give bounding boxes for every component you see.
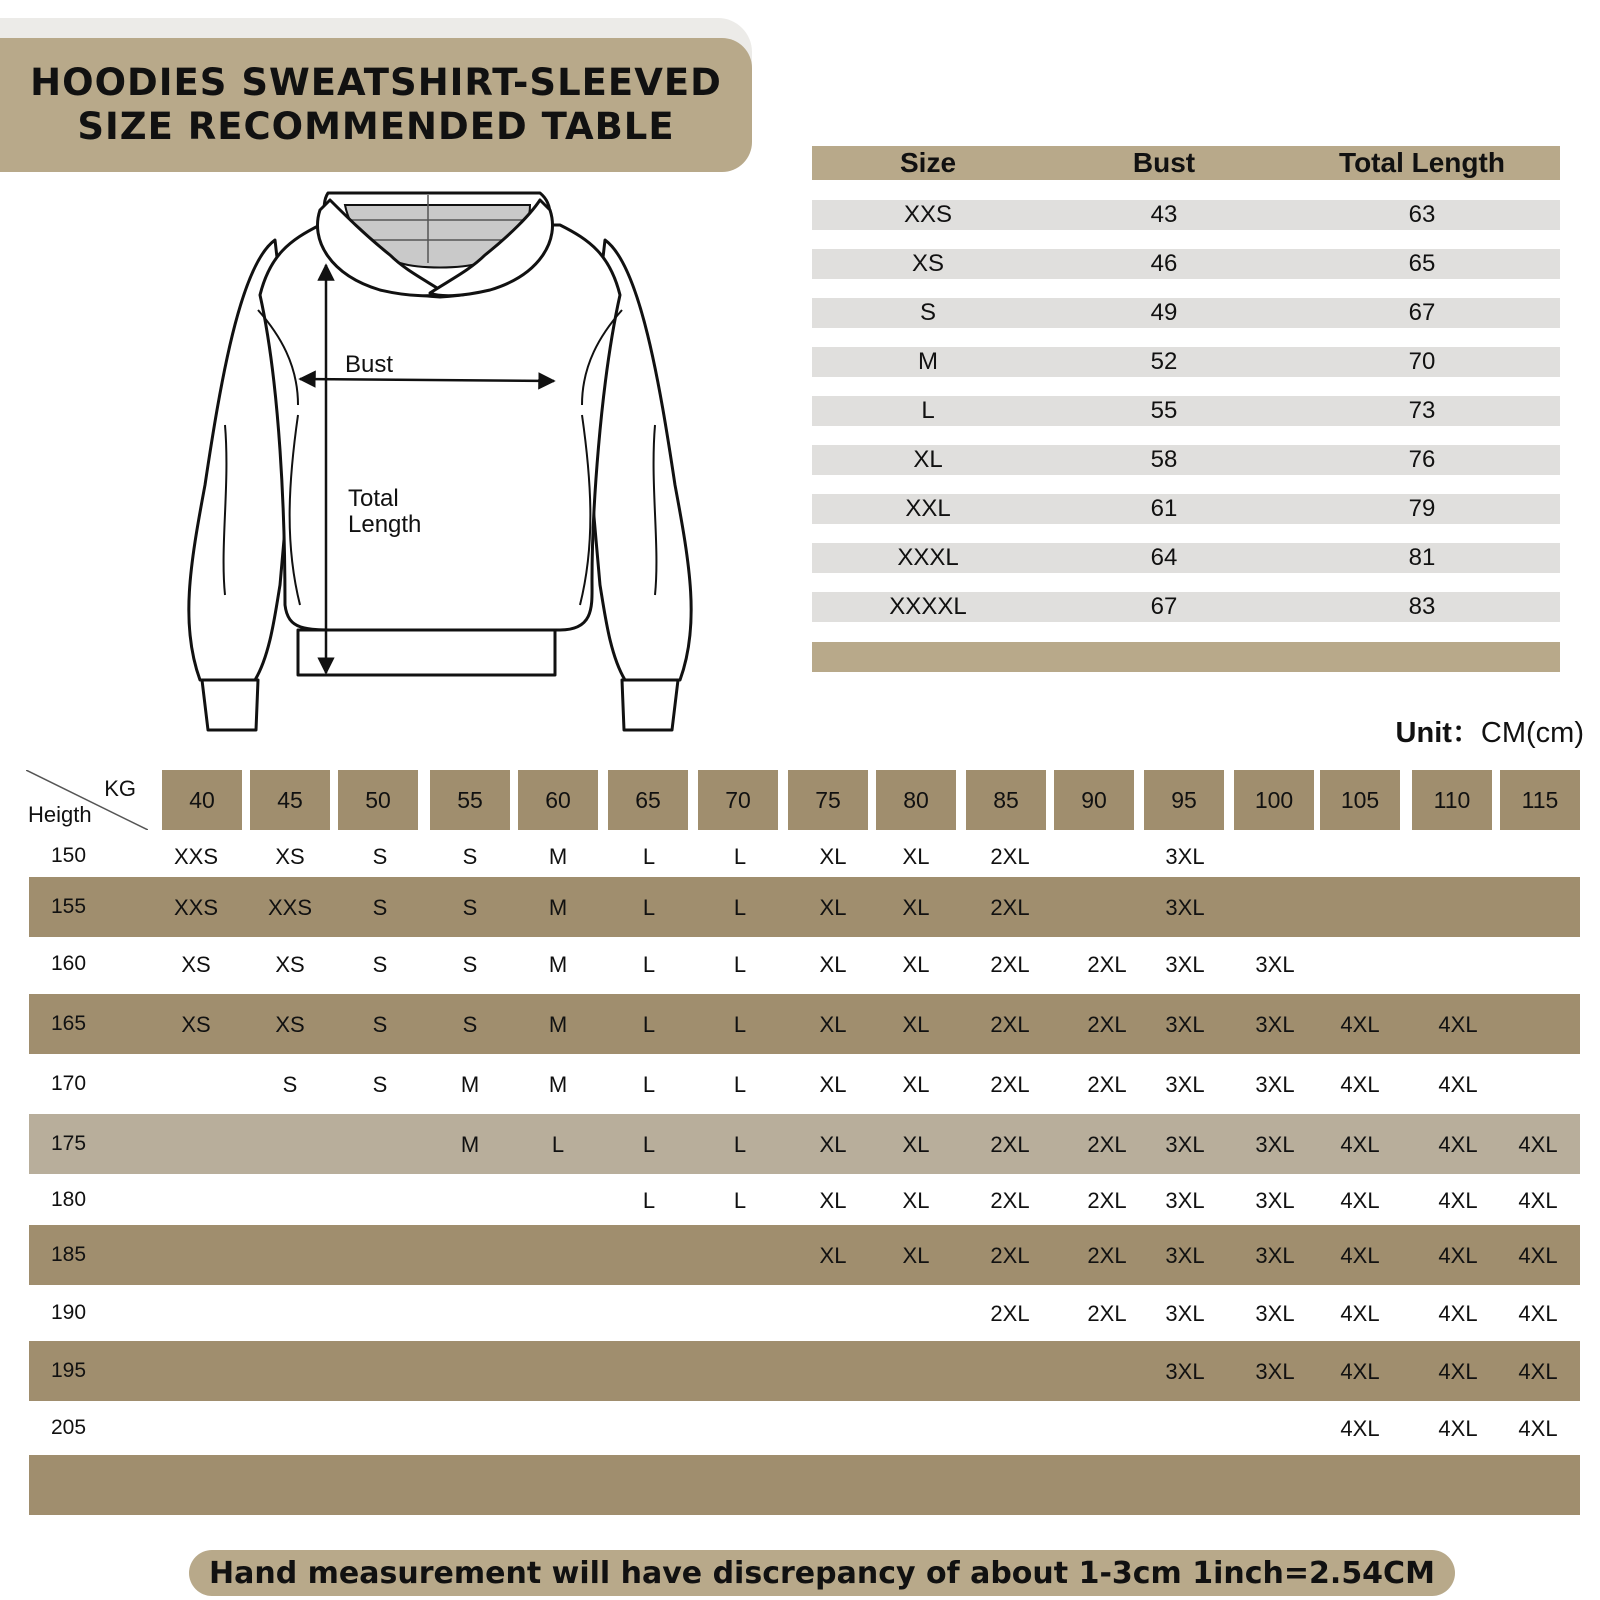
title-line-2: SIZE RECOMMENDED TABLE [77, 105, 675, 148]
size-cell: XL [902, 1012, 930, 1037]
size-cell: 2XL [990, 844, 1030, 869]
size-cell: 2XL [990, 952, 1030, 977]
bust-cell: 61 [1150, 495, 1178, 522]
height-cell: 195 [51, 1359, 87, 1382]
size-cell: 4XL [1438, 1072, 1478, 1097]
size-cell: L [733, 844, 747, 869]
size-cell: XXL [905, 495, 951, 522]
length-cell: 65 [1408, 250, 1436, 277]
size-cell: 2XL [1087, 1188, 1127, 1213]
matrix-footer-band [29, 1455, 1580, 1515]
size-cell: XL [819, 1132, 847, 1157]
table-row [29, 1283, 1580, 1343]
size-cell: 3XL [1165, 1132, 1205, 1157]
size-cell: 2XL [990, 1072, 1030, 1097]
size-cell: 2XL [1087, 1243, 1127, 1268]
weight-header-cell: 50 [338, 770, 418, 830]
table-row [812, 347, 1560, 377]
size-cell: 2XL [1087, 952, 1127, 977]
kg-header: KG [104, 776, 136, 801]
size-cell: 2XL [990, 1188, 1030, 1213]
table-row [29, 934, 1580, 994]
table-row [812, 298, 1560, 328]
size-cell: XL [902, 1188, 930, 1213]
size-cell: M [548, 895, 568, 920]
header-size: Size [899, 147, 957, 178]
size-cell: 4XL [1518, 1415, 1558, 1441]
size-cell: S [372, 895, 388, 920]
size-table-header [812, 146, 1560, 180]
table-row [812, 592, 1560, 622]
size-cell: S [462, 1012, 478, 1037]
weight-header-cell: 90 [1054, 770, 1134, 830]
bust-cell: 43 [1150, 201, 1178, 228]
size-cell: XXXXL [889, 593, 967, 620]
total-length-label-2: Length [348, 511, 422, 538]
measurement-note: Hand measurement will have discrepancy of about 1-3cm 1inch=2.54CM [189, 1550, 1455, 1596]
size-cell: 3XL [1165, 1243, 1205, 1268]
weight-header-cell: 115 [1500, 770, 1580, 830]
table-row [812, 543, 1560, 573]
size-cell: XL [819, 844, 847, 869]
size-cell: 2XL [1087, 1012, 1127, 1037]
size-cell: 4XL [1340, 1243, 1380, 1268]
size-cell: XXS [267, 895, 313, 920]
table-row [29, 1054, 1580, 1114]
size-cell: S [282, 1072, 298, 1097]
size-cell: 3XL [1165, 952, 1205, 977]
weight-header-cell: 60 [518, 770, 598, 830]
unit-label [1396, 710, 1584, 751]
size-cell: 4XL [1340, 1072, 1380, 1097]
size-cell: XL [913, 446, 943, 473]
length-cell: 83 [1408, 593, 1436, 620]
size-cell: XS [275, 844, 305, 869]
matrix-corner [26, 770, 148, 830]
size-cell: 4XL [1340, 1188, 1380, 1213]
table-row [29, 877, 1580, 937]
weight-header-cell: 45 [250, 770, 330, 830]
size-cell: 3XL [1165, 1012, 1205, 1037]
size-cell: XL [819, 1243, 847, 1268]
size-cell: S [919, 299, 936, 326]
size-cell: 3XL [1255, 1132, 1295, 1157]
height-cell: 160 [51, 952, 87, 975]
size-cell: 2XL [990, 895, 1030, 920]
unit-prefix: Unit： [1395, 717, 1481, 749]
size-cell: M [548, 952, 568, 977]
size-cell: L [642, 1132, 656, 1157]
size-cell: 3XL [1255, 1301, 1295, 1326]
size-cell: XXXL [897, 544, 959, 571]
size-cell: 3XL [1255, 1359, 1295, 1384]
length-cell: 76 [1408, 446, 1436, 473]
size-cell: L [733, 1132, 747, 1157]
height-cell: 185 [51, 1243, 87, 1266]
size-cell: L [733, 1012, 747, 1037]
size-cell: XL [902, 844, 930, 869]
size-cell: 4XL [1518, 1243, 1558, 1268]
table-row [29, 1175, 1580, 1225]
height-cell: 175 [51, 1132, 87, 1155]
weight-header-cell: 40 [162, 770, 242, 830]
size-cell: 4XL [1518, 1188, 1558, 1213]
size-cell: XL [902, 1072, 930, 1097]
size-cell: XL [819, 895, 847, 920]
size-cell: 4XL [1340, 1012, 1380, 1037]
size-cell: 2XL [990, 1012, 1030, 1037]
size-cell: 3XL [1255, 952, 1295, 977]
size-cell: 2XL [990, 1132, 1030, 1157]
size-cell: XS [275, 952, 305, 977]
bust-cell: 55 [1150, 397, 1178, 424]
size-table-footer [812, 642, 1560, 672]
hoodie-icon [180, 185, 700, 745]
size-cell: 3XL [1165, 1072, 1205, 1097]
size-cell: L [733, 1188, 747, 1213]
weight-header-cell: 55 [430, 770, 510, 830]
bust-cell: 46 [1150, 250, 1178, 277]
size-table [812, 146, 1560, 620]
size-cell: S [462, 895, 478, 920]
size-cell: 3XL [1255, 1072, 1295, 1097]
size-cell: S [372, 952, 388, 977]
height-cell: 150 [51, 844, 87, 867]
height-cell: 165 [51, 1012, 87, 1035]
size-cell: M [548, 1072, 568, 1097]
size-cell: 3XL [1255, 1012, 1295, 1037]
bust-cell: 49 [1150, 299, 1178, 326]
size-cell: XL [819, 1012, 847, 1037]
size-cell: XL [819, 1188, 847, 1213]
table-row [29, 1400, 1580, 1455]
bust-cell: 52 [1150, 348, 1178, 375]
hoodie-diagram [180, 185, 700, 745]
size-cell: 2XL [1087, 1301, 1127, 1326]
weight-header-cell: 100 [1234, 770, 1314, 830]
header-bust: Bust [1132, 147, 1196, 178]
height-header: Heigth [28, 802, 92, 827]
title-line-1: HOODIES SWEATSHIRT-SLEEVED [30, 61, 722, 104]
size-cell: 3XL [1165, 895, 1205, 920]
weight-header-cell: 110 [1412, 770, 1492, 830]
bust-cell: 64 [1150, 544, 1178, 571]
table-row [29, 994, 1580, 1054]
size-cell: M [460, 1132, 480, 1157]
length-cell: 81 [1408, 544, 1436, 571]
size-cell: 3XL [1165, 1188, 1205, 1213]
table-row [812, 445, 1560, 475]
length-cell: 79 [1408, 495, 1436, 522]
size-cell: 2XL [990, 1301, 1030, 1326]
weight-header-cell: 80 [876, 770, 956, 830]
size-cell: L [642, 895, 656, 920]
table-row [812, 494, 1560, 524]
size-cell: L [642, 1012, 656, 1037]
height-cell: 170 [51, 1072, 87, 1095]
height-cell: 180 [51, 1188, 87, 1211]
size-cell: 4XL [1438, 1243, 1478, 1268]
table-row [29, 1341, 1580, 1401]
weight-header-cell: 85 [966, 770, 1046, 830]
size-cell: XL [902, 1132, 930, 1157]
size-cell: XL [902, 952, 930, 977]
total-length-label-1: Total [348, 485, 399, 512]
size-cell: 2XL [1087, 1132, 1127, 1157]
size-cell: XL [819, 1072, 847, 1097]
size-cell: 4XL [1340, 1415, 1380, 1441]
bust-cell: 67 [1150, 593, 1178, 620]
size-cell: 3XL [1165, 1301, 1205, 1326]
size-cell: 4XL [1438, 1012, 1478, 1037]
size-cell: 4XL [1438, 1132, 1478, 1157]
size-cell: 4XL [1438, 1415, 1478, 1441]
size-cell: L [642, 844, 656, 869]
size-cell: XS [181, 952, 211, 977]
table-row [29, 836, 1580, 876]
size-cell: M [548, 1012, 568, 1037]
size-cell: M [918, 348, 938, 375]
header-total-length: Total Length [1339, 147, 1505, 178]
size-cell: M [460, 1072, 480, 1097]
bust-cell: 58 [1150, 446, 1178, 473]
size-cell: S [372, 1072, 388, 1097]
size-cell: L [642, 1072, 656, 1097]
size-cell: 3XL [1255, 1243, 1295, 1268]
length-cell: 67 [1408, 299, 1436, 326]
size-cell: 2XL [990, 1243, 1030, 1268]
length-cell: 63 [1408, 201, 1436, 228]
length-cell: 73 [1408, 397, 1436, 424]
height-cell: 190 [51, 1301, 87, 1324]
size-cell: L [733, 895, 747, 920]
height-cell: 205 [51, 1415, 87, 1439]
size-cell: XL [902, 895, 930, 920]
size-cell: M [548, 844, 568, 869]
size-cell: 2XL [1087, 1072, 1127, 1097]
size-cell: L [733, 1072, 747, 1097]
table-row [29, 1225, 1580, 1285]
size-cell: L [551, 1132, 565, 1157]
size-cell: XL [902, 1243, 930, 1268]
size-cell: 4XL [1438, 1188, 1478, 1213]
size-cell: 4XL [1340, 1132, 1380, 1157]
size-cell: XL [819, 952, 847, 977]
size-cell: L [642, 952, 656, 977]
size-cell: S [462, 952, 478, 977]
size-cell: 4XL [1438, 1301, 1478, 1326]
size-cell: XS [275, 1012, 305, 1037]
weight-header-cell: 70 [698, 770, 778, 830]
size-cell: L [921, 397, 935, 424]
size-cell: XS [911, 250, 944, 277]
size-cell: S [372, 1012, 388, 1037]
length-cell: 70 [1408, 348, 1436, 375]
table-row [29, 1114, 1580, 1174]
size-cell: 3XL [1165, 1359, 1205, 1384]
size-cell: L [642, 1188, 656, 1213]
weight-header-cell: 75 [788, 770, 868, 830]
title-banner [0, 38, 752, 172]
size-cell: L [733, 952, 747, 977]
size-cell: XS [181, 1012, 211, 1037]
size-cell: 4XL [1518, 1359, 1558, 1384]
size-cell: 3XL [1255, 1188, 1295, 1213]
size-cell: 4XL [1518, 1132, 1558, 1157]
size-cell: 4XL [1340, 1301, 1380, 1326]
size-cell: XXS [903, 201, 953, 228]
weight-header-cell: 65 [608, 770, 688, 830]
weight-header-cell: 105 [1320, 770, 1400, 830]
table-row [812, 396, 1560, 426]
size-cell: S [462, 844, 478, 869]
size-cell: 4XL [1518, 1301, 1558, 1326]
size-cell: S [372, 844, 388, 869]
weight-header-cell: 95 [1144, 770, 1224, 830]
table-row [812, 200, 1560, 230]
table-row [812, 249, 1560, 279]
unit-value: CM(cm) [1480, 717, 1584, 749]
bust-label: Bust [345, 351, 394, 378]
size-cell: 4XL [1340, 1359, 1380, 1384]
size-cell: XXS [173, 844, 219, 869]
size-cell: 3XL [1165, 844, 1205, 869]
size-cell: 4XL [1438, 1359, 1478, 1384]
size-cell: XXS [173, 895, 219, 920]
height-cell: 155 [51, 895, 87, 918]
